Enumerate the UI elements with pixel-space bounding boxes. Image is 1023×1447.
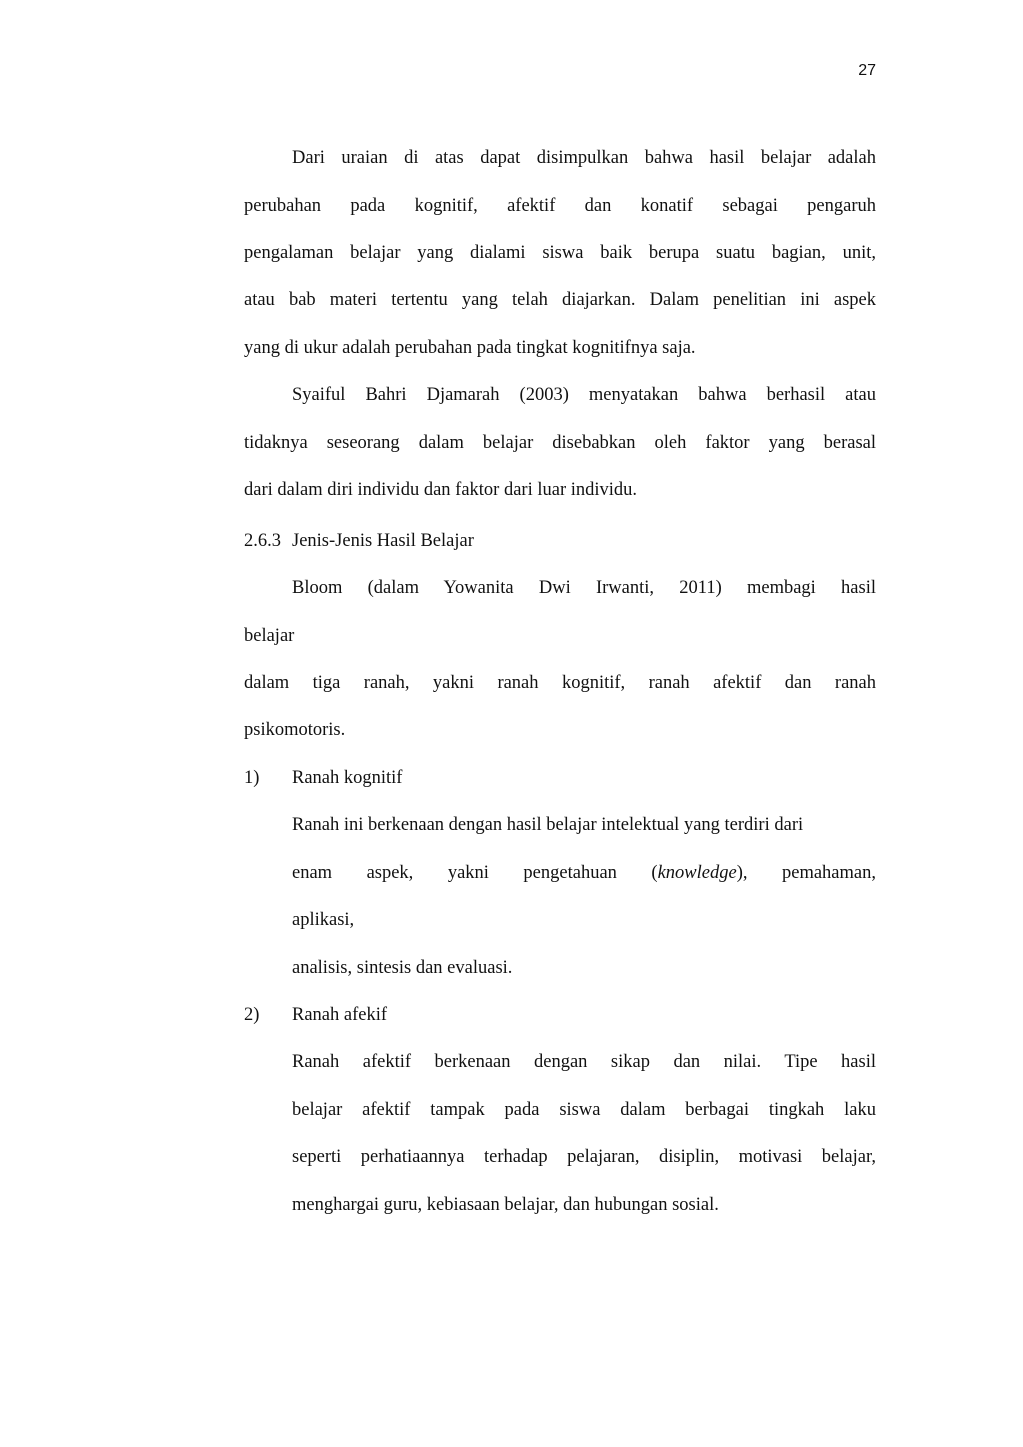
page-number: 27 (858, 62, 876, 79)
list-item-1-title: Ranah kognitif (292, 768, 403, 788)
paragraph-2-line-1: Syaiful Bahri Djamarah (2003) menyatakan bahwa berhasil atau (292, 385, 876, 405)
list-item-2-line-3: seperti perhatiaannya terhadap pelajaran, disiplin, motivasi belajar, (292, 1147, 876, 1167)
section-number: 2.6.3 (244, 531, 281, 551)
paragraph-1-line-1: Dari uraian di atas dapat disimpulkan bahwa hasil belajar adalah (292, 148, 876, 168)
list-item-1-line-3: aplikasi, (292, 910, 355, 930)
list-item-2-line-4: menghargai guru, kebiasaan belajar, dan hubungan sosial. (292, 1195, 719, 1215)
list-item-1-line-2a: enam aspek, yakni pengetahuan ( (292, 863, 658, 883)
paragraph-3-line-2: belajar (244, 626, 295, 646)
paragraph-1-line-4: atau bab materi tertentu yang telah diajarkan. Dalam penelitian ini aspek (244, 290, 876, 310)
list-item-1-line-1: Ranah ini berkenaan dengan hasil belajar intelektual yang terdiri dari (292, 815, 804, 835)
list-item-1-line-2b: ), pemahaman, (736, 863, 876, 883)
knowledge-term: knowledge (657, 863, 737, 883)
list-item-2-line-1: Ranah afektif berkenaan dengan sikap dan nilai. Tipe hasil (292, 1052, 876, 1072)
paragraph-3-line-1: Bloom (dalam Yowanita Dwi Irwanti, 2011) membagi hasil (292, 578, 876, 598)
paragraph-1-line-2: perubahan pada kognitif, afektif dan konatif sebagai pengaruh (244, 196, 876, 216)
paragraph-1-line-5: yang di ukur adalah perubahan pada tingkat kognitifnya saja. (244, 338, 696, 358)
paragraph-2-line-2: tidaknya seseorang dalam belajar disebabkan oleh faktor yang berasal (244, 433, 876, 453)
list-item-2-line-2: belajar afektif tampak pada siswa dalam berbagai tingkah laku (292, 1100, 876, 1120)
list-item-1-number: 1) (244, 768, 260, 788)
paragraph-3-line-3: dalam tiga ranah, yakni ranah kognitif, ranah afektif dan ranah (244, 673, 876, 693)
list-item-1-line-2 (292, 862, 876, 884)
list-item-1-line-4: analisis, sintesis dan evaluasi. (292, 958, 513, 978)
paragraph-1-line-3: pengalaman belajar yang dialami siswa baik berupa suatu bagian, unit, (244, 243, 876, 263)
paragraph-2-line-3: dari dalam diri individu dan faktor dari luar individu. (244, 480, 638, 500)
paragraph-3-line-4: psikomotoris. (244, 720, 346, 740)
list-item-2-title: Ranah afekif (292, 1005, 388, 1025)
section-title: Jenis-Jenis Hasil Belajar (292, 531, 474, 551)
list-item-2-number: 2) (244, 1005, 260, 1025)
